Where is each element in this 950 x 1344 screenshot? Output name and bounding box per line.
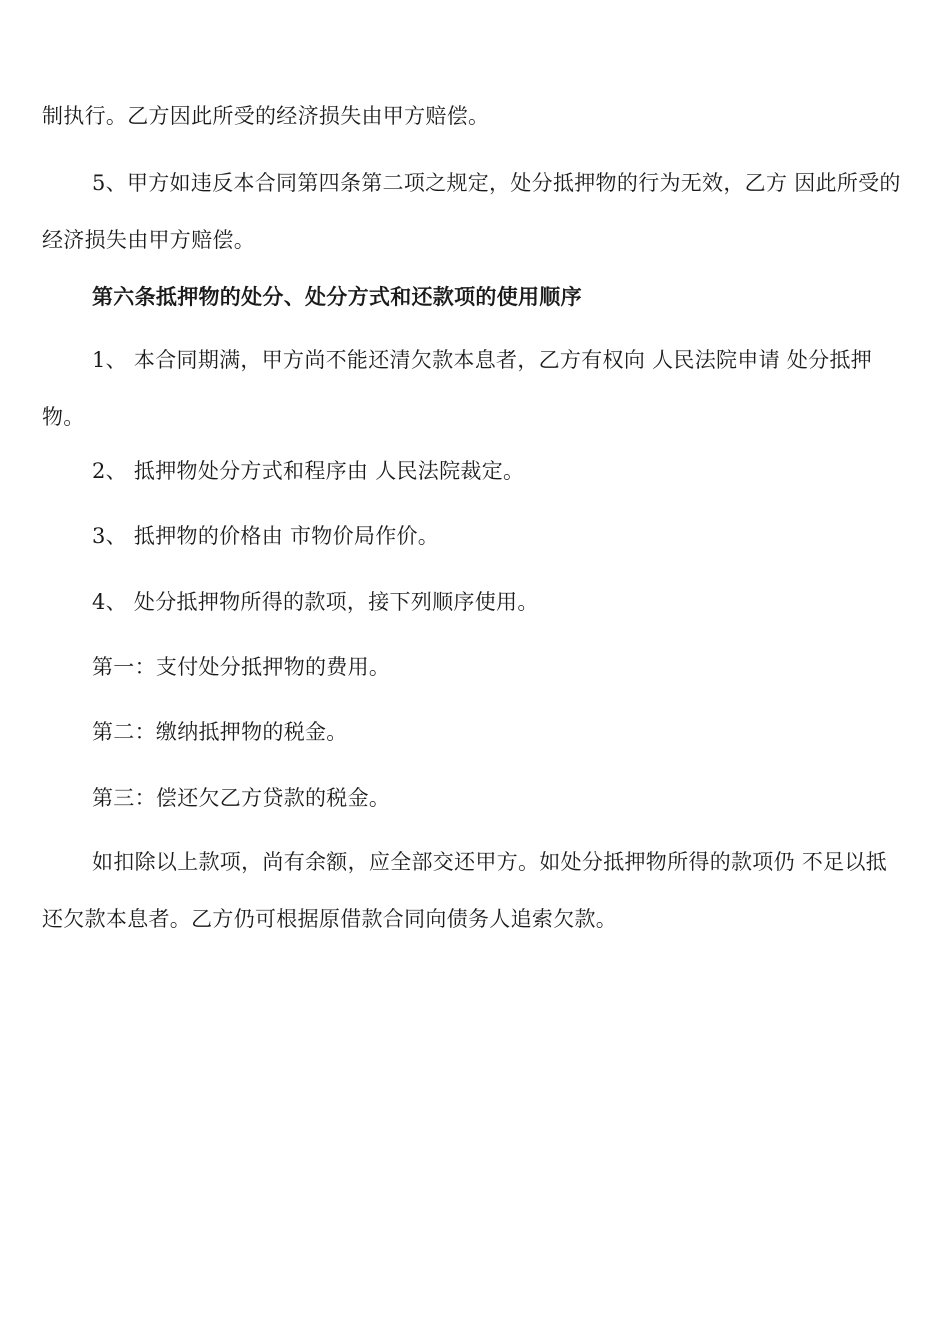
paragraph-item-5: 5、甲方如违反本合同第四条第二项之规定，处分抵押物的行为无效，乙方 因此所受的经济损失由甲方赔偿。 bbox=[42, 171, 901, 252]
paragraph-order-second: 第二：缴纳抵押物的税金。 bbox=[92, 720, 348, 744]
paragraph-item-1: 1、 本合同期满，甲方尚不能还清欠款本息者，乙方有权向 人民法院申请 处分抵押物。 bbox=[42, 348, 873, 429]
paragraph-item-2: 2、 抵押物处分方式和程序由 人民法院裁定。 bbox=[92, 459, 525, 483]
paragraph-order-first: 第一：支付处分抵押物的费用。 bbox=[92, 655, 391, 679]
section-heading-article-6: 第六条抵押物的处分、处分方式和还款项的使用顺序 bbox=[92, 284, 582, 309]
paragraph-continuation: 制执行。乙方因此所受的经济损失由甲方赔偿。 bbox=[42, 104, 490, 128]
paragraph-item-4: 4、 处分抵押物所得的款项，接下列顺序使用。 bbox=[92, 590, 539, 614]
paragraph-order-third: 第三：偿还欠乙方贷款的税金。 bbox=[92, 786, 391, 810]
paragraph-item-3: 3、 抵押物的价格由 市物价局作价。 bbox=[92, 524, 440, 548]
paragraph-remainder: 如扣除以上款项，尚有余额，应全部交还甲方。如处分抵押物所得的款项仍 不足以抵还欠款本息者。乙方仍可根据原借款合同向债务人追索欠款。 bbox=[42, 850, 888, 931]
